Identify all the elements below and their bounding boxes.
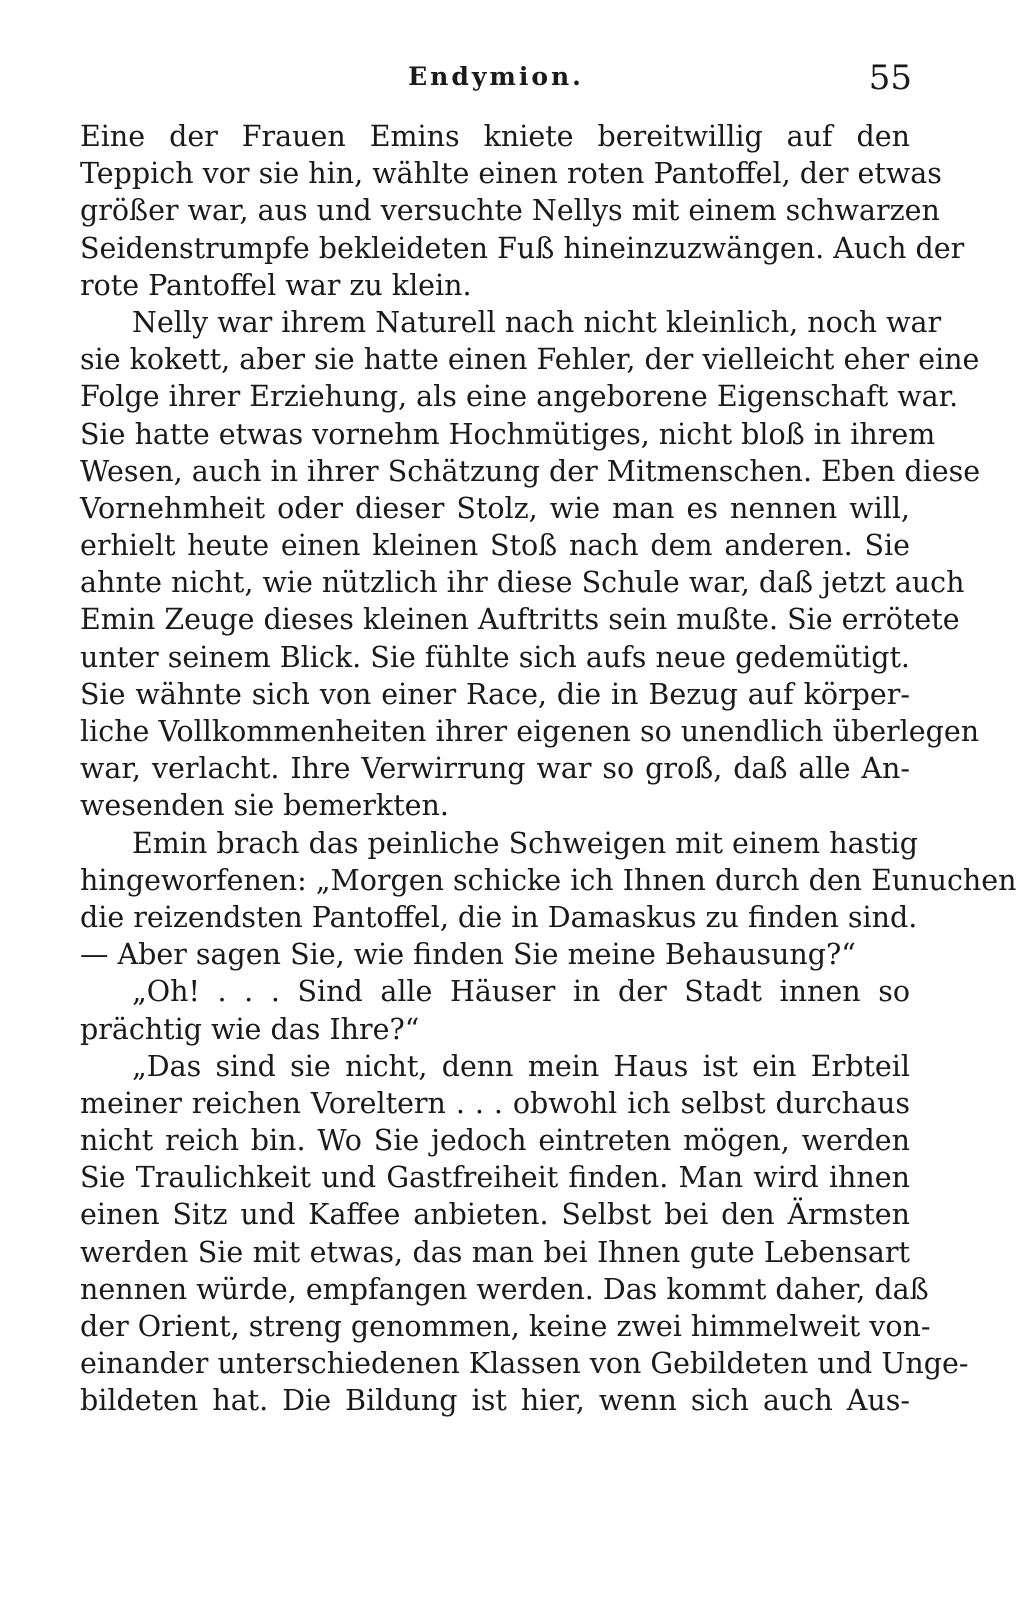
text-line: Wesen, auch in ihrer Schätzung der Mitmenschen. Eben diese xyxy=(80,454,981,488)
page-header xyxy=(80,58,912,98)
text-line: Folge ihrer Erziehung, als eine angeborene Eigenschaft war. xyxy=(80,380,959,414)
text-line: Sie Traulichkeit und Gastfreiheit finden. Man wird ihnen xyxy=(80,1161,910,1195)
text-line: Emin Zeuge dieses kleinen Auftritts sein mußte. Sie errötete xyxy=(80,603,960,637)
text-line: Nelly war ihrem Naturell nach nicht kleinlich, noch war xyxy=(132,305,942,339)
text-line: prächtig wie das Ihre?“ xyxy=(80,1012,420,1046)
text-line: Vornehmheit oder dieser Stolz, wie man es nennen will, xyxy=(80,491,910,525)
text-line: — Aber sagen Sie, wie finden Sie meine Behausung?“ xyxy=(80,938,856,972)
text-line: hingeworfenen: „Morgen schicke ich Ihnen durch den Eunuchen xyxy=(80,863,1017,897)
text-line: war, verlacht. Ihre Verwirrung war so groß, daß alle An- xyxy=(80,752,910,786)
text-line: „Das sind sie nicht, denn mein Haus ist ein Erbteil xyxy=(132,1049,910,1083)
text-line: größer war, aus und versuchte Nellys mit einem schwarzen xyxy=(80,194,940,228)
text-line: wesenden sie bemerkten. xyxy=(80,789,449,823)
text-line: einander unterschiedenen Klassen von Gebildeten und Unge- xyxy=(80,1347,969,1381)
text-line: werden Sie mit etwas, das man bei Ihnen gute Lebensart xyxy=(80,1235,910,1269)
text-line: Teppich vor sie hin, wählte einen roten Pantoffel, der etwas xyxy=(80,157,942,191)
text-line: liche Vollkommenheiten ihrer eigenen so unendlich überlegen xyxy=(80,715,980,748)
running-title: Endymion. xyxy=(408,62,584,91)
text-line: ahnte nicht, wie nützlich ihr diese Schule war, daß jetzt auch xyxy=(80,566,965,600)
page-number: 55 xyxy=(868,58,912,98)
text-line: Eine der Frauen Emins kniete bereitwillig auf den xyxy=(80,120,910,153)
text-line: bildeten hat. Die Bildung ist hier, wenn sich auch Aus- xyxy=(80,1384,910,1418)
text-line: nennen würde, empfangen werden. Das kommt daher, daß xyxy=(80,1272,929,1306)
text-line: der Orient, streng genommen, keine zwei himmelweit von- xyxy=(80,1310,931,1343)
text-line: Sie hatte etwas vornehm Hochmütiges, nicht bloß in ihrem xyxy=(80,417,936,451)
text-line: „Oh! . . . Sind alle Häuser in der Stadt innen so xyxy=(132,975,910,1009)
text-line: einen Sitz und Kaffee anbieten. Selbst bei den Ärmsten xyxy=(80,1198,910,1232)
text-line: Emin brach das peinliche Schweigen mit einem hastig xyxy=(132,826,919,860)
text-line: erhielt heute einen kleinen Stoß nach dem anderen. Sie xyxy=(80,529,910,563)
text-line: meiner reichen Voreltern . . . obwohl ich selbst durchaus xyxy=(80,1086,910,1120)
text-line: unter seinem Blick. Sie fühlte sich aufs neue gedemütigt. xyxy=(80,640,910,674)
text-line: rote Pantoffel war zu klein. xyxy=(80,268,472,302)
text-line: Sie wähnte sich von einer Race, die in Bezug auf körper- xyxy=(80,677,910,711)
body-text xyxy=(80,118,1017,1420)
text-line: sie kokett, aber sie hatte einen Fehler, der vielleicht eher eine xyxy=(80,343,980,377)
text-line: nicht reich bin. Wo Sie jedoch eintreten mögen, werden xyxy=(80,1124,910,1158)
text-line: Seidenstrumpfe bekleideten Fuß hineinzuzwängen. Auch der xyxy=(80,231,965,265)
text-line: die reizendsten Pantoffel, die in Damaskus zu finden sind. xyxy=(80,900,918,934)
